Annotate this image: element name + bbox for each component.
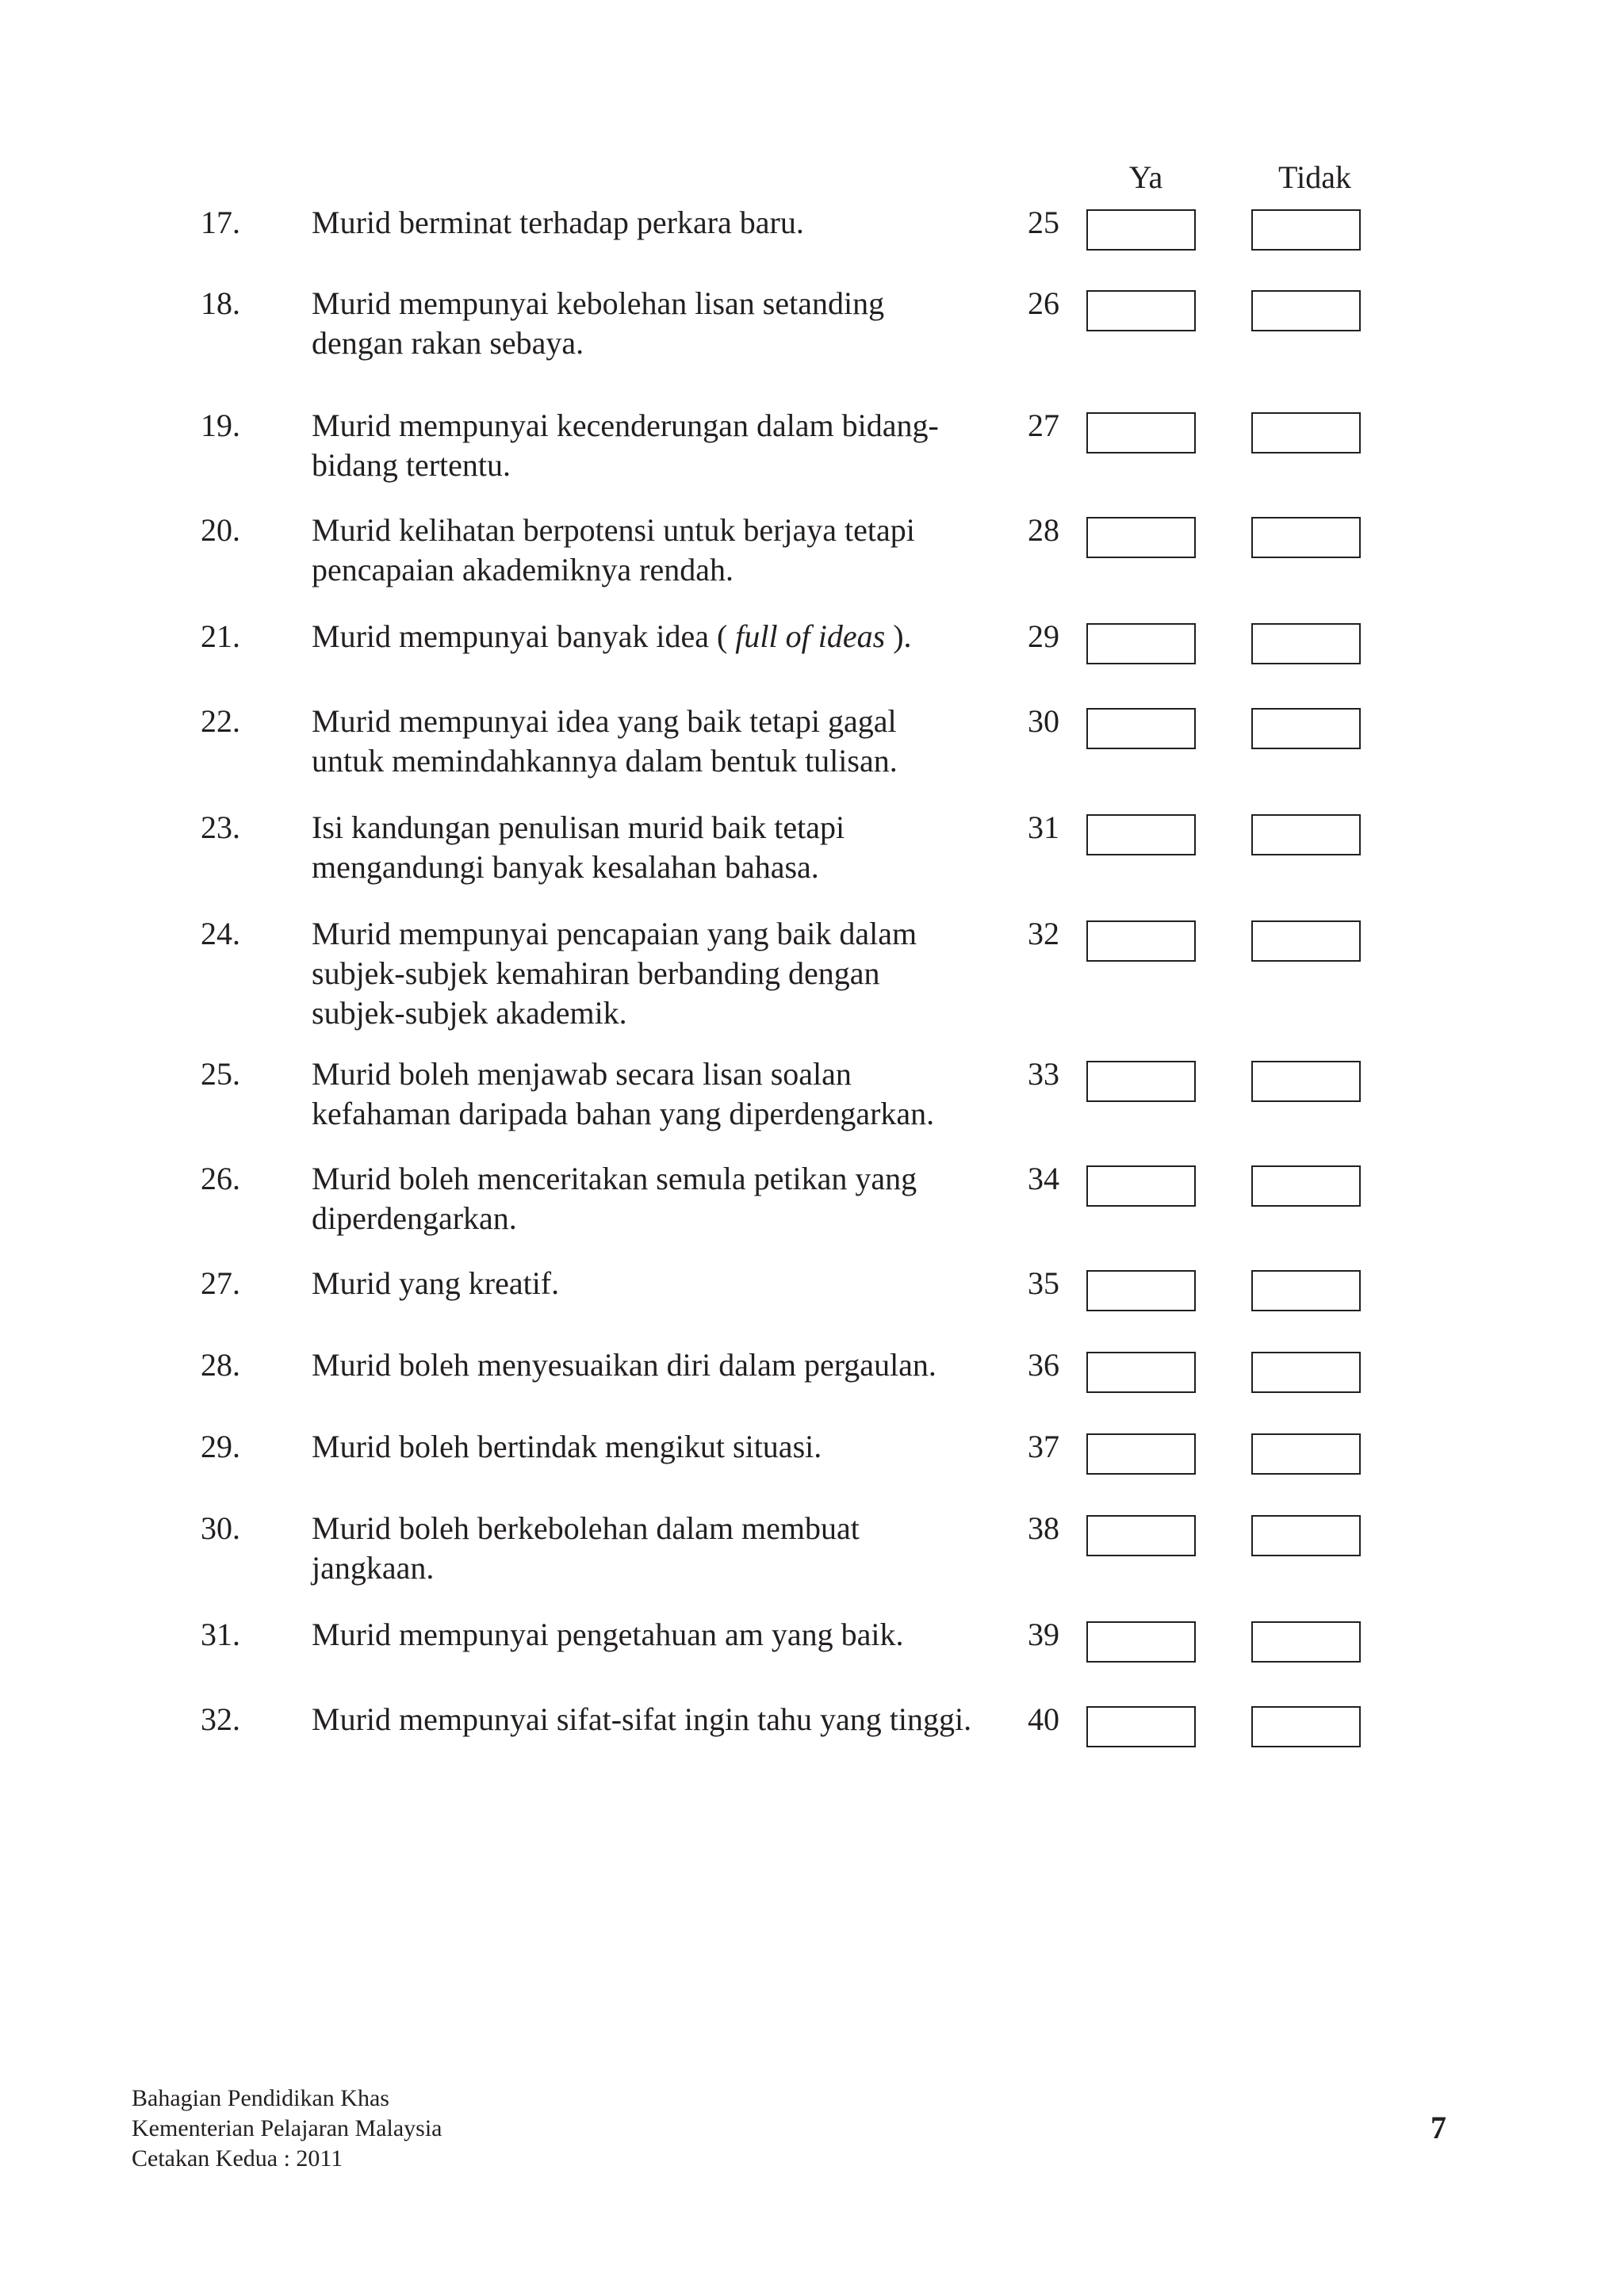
item-statement-tail: ). bbox=[885, 618, 912, 654]
item-statement bbox=[312, 1700, 1009, 1739]
answer-box-tidak[interactable] bbox=[1251, 623, 1361, 664]
item-code: 38 bbox=[1028, 1510, 1059, 1546]
item-code: 31 bbox=[1028, 809, 1059, 845]
item-statement-line: Murid boleh berkebolehan dalam membuat bbox=[312, 1510, 860, 1546]
item-statement-line: untuk memindahkannya dalam bentuk tulisan. bbox=[312, 743, 898, 779]
footer-line: Cetakan Kedua : 2011 bbox=[132, 2145, 343, 2172]
answer-box-ya[interactable] bbox=[1086, 1165, 1196, 1207]
item-number: 24. bbox=[201, 916, 240, 951]
item-number: 22. bbox=[201, 703, 240, 739]
item-statement-line: Murid mempunyai kecenderungan dalam bidang- bbox=[312, 408, 939, 443]
item-code: 37 bbox=[1028, 1429, 1059, 1464]
item-statement-line: Murid yang kreatif. bbox=[312, 1265, 560, 1301]
answer-box-ya[interactable] bbox=[1086, 1433, 1196, 1475]
answer-box-tidak[interactable] bbox=[1251, 1433, 1361, 1475]
item-number: 21. bbox=[201, 618, 240, 654]
item-code: 27 bbox=[1028, 408, 1059, 443]
item-statement-line: Murid kelihatan berpotensi untuk berjaya tetapi bbox=[312, 512, 915, 548]
item-code: 36 bbox=[1028, 1347, 1059, 1383]
answer-box-ya[interactable] bbox=[1086, 920, 1196, 962]
item-number: 32. bbox=[201, 1701, 240, 1737]
item-statement-line bbox=[312, 617, 1009, 656]
item-number: 28. bbox=[201, 1347, 240, 1383]
item-code: 29 bbox=[1028, 618, 1059, 654]
item-statement bbox=[312, 284, 1009, 363]
answer-box-tidak[interactable] bbox=[1251, 412, 1361, 453]
answer-box-tidak[interactable] bbox=[1251, 1515, 1361, 1556]
item-number: 30. bbox=[201, 1510, 240, 1546]
page-number: 7 bbox=[1431, 2110, 1446, 2145]
answer-box-ya[interactable] bbox=[1086, 1352, 1196, 1393]
item-statement-line: Murid mempunyai pengetahuan am yang baik. bbox=[312, 1617, 904, 1652]
answer-box-ya[interactable] bbox=[1086, 623, 1196, 664]
item-statement-line: mengandungi banyak kesalahan bahasa. bbox=[312, 849, 819, 885]
item-statement bbox=[312, 1054, 1009, 1134]
answer-box-ya[interactable] bbox=[1086, 290, 1196, 331]
item-statement bbox=[312, 1159, 1009, 1238]
item-statement-line: Murid boleh menyesuaikan diri dalam pergaulan. bbox=[312, 1347, 936, 1383]
answer-box-tidak[interactable] bbox=[1251, 209, 1361, 251]
answer-box-ya[interactable] bbox=[1086, 708, 1196, 749]
answer-box-tidak[interactable] bbox=[1251, 1270, 1361, 1311]
footer-line: Kementerian Pelajaran Malaysia bbox=[132, 2115, 442, 2141]
item-statement-line: Murid boleh bertindak mengikut situasi. bbox=[312, 1429, 822, 1464]
answer-box-tidak[interactable] bbox=[1251, 1061, 1361, 1102]
item-statement bbox=[312, 617, 1009, 656]
item-statement-line: Murid mempunyai idea yang baik tetapi gagal bbox=[312, 703, 897, 739]
answer-box-ya[interactable] bbox=[1086, 1061, 1196, 1102]
item-number: 31. bbox=[201, 1617, 240, 1652]
answer-box-tidak[interactable] bbox=[1251, 517, 1361, 558]
answer-box-tidak[interactable] bbox=[1251, 290, 1361, 331]
item-code: 34 bbox=[1028, 1161, 1059, 1196]
column-header-tidak: Tidak bbox=[1278, 159, 1351, 195]
item-statement-line: subjek-subjek kemahiran berbanding dengan bbox=[312, 955, 880, 991]
item-statement bbox=[312, 1615, 1009, 1655]
item-statement bbox=[312, 702, 1009, 781]
item-code: 33 bbox=[1028, 1056, 1059, 1092]
item-statement bbox=[312, 1427, 1009, 1467]
item-statement-line: kefahaman daripada bahan yang diperdengarkan. bbox=[312, 1096, 935, 1131]
footer-line: Bahagian Pendidikan Khas bbox=[132, 2085, 389, 2111]
answer-box-tidak[interactable] bbox=[1251, 1706, 1361, 1747]
answer-box-tidak[interactable] bbox=[1251, 1352, 1361, 1393]
item-statement-line: pencapaian akademiknya rendah. bbox=[312, 552, 733, 587]
item-statement-lead: Murid mempunyai banyak idea ( bbox=[312, 618, 736, 654]
answer-box-ya[interactable] bbox=[1086, 517, 1196, 558]
item-code: 28 bbox=[1028, 512, 1059, 548]
item-statement-line: Murid berminat terhadap perkara baru. bbox=[312, 205, 804, 240]
item-statement bbox=[312, 203, 1009, 243]
item-code: 40 bbox=[1028, 1701, 1059, 1737]
item-statement-line: Murid mempunyai sifat-sifat ingin tahu yang tinggi. bbox=[312, 1701, 972, 1737]
item-statement-line: jangkaan. bbox=[312, 1550, 435, 1586]
item-statement bbox=[312, 1509, 1009, 1588]
item-code: 35 bbox=[1028, 1265, 1059, 1301]
item-statement-line: Murid mempunyai pencapaian yang baik dalam bbox=[312, 916, 917, 951]
item-statement-line: Murid boleh menceritakan semula petikan yang bbox=[312, 1161, 917, 1196]
answer-box-tidak[interactable] bbox=[1251, 1621, 1361, 1663]
answer-box-tidak[interactable] bbox=[1251, 814, 1361, 855]
answer-box-ya[interactable] bbox=[1086, 1270, 1196, 1311]
item-statement bbox=[312, 914, 1009, 1033]
item-code: 26 bbox=[1028, 285, 1059, 321]
column-header-ya: Ya bbox=[1128, 159, 1163, 195]
item-number: 20. bbox=[201, 512, 240, 548]
item-number: 29. bbox=[201, 1429, 240, 1464]
item-statement-line: bidang tertentu. bbox=[312, 447, 511, 483]
answer-box-ya[interactable] bbox=[1086, 1621, 1196, 1663]
item-statement-line: subjek-subjek akademik. bbox=[312, 995, 627, 1031]
item-number: 23. bbox=[201, 809, 240, 845]
item-number: 26. bbox=[201, 1161, 240, 1196]
item-number: 17. bbox=[201, 205, 240, 240]
item-statement bbox=[312, 406, 1009, 485]
item-statement-line: Isi kandungan penulisan murid baik tetapi bbox=[312, 809, 845, 845]
answer-box-ya[interactable] bbox=[1086, 1706, 1196, 1747]
item-number: 18. bbox=[201, 285, 240, 321]
item-code: 30 bbox=[1028, 703, 1059, 739]
item-statement-italic: full of ideas bbox=[735, 618, 886, 654]
item-code: 25 bbox=[1028, 205, 1059, 240]
answer-box-ya[interactable] bbox=[1086, 814, 1196, 855]
item-statement-line: Murid boleh menjawab secara lisan soalan bbox=[312, 1056, 852, 1092]
item-statement bbox=[312, 511, 1009, 590]
item-code: 39 bbox=[1028, 1617, 1059, 1652]
answer-box-ya[interactable] bbox=[1086, 412, 1196, 453]
item-number: 27. bbox=[201, 1265, 240, 1301]
item-number: 19. bbox=[201, 408, 240, 443]
item-statement-line: diperdengarkan. bbox=[312, 1200, 517, 1236]
answer-box-ya[interactable] bbox=[1086, 209, 1196, 251]
item-statement bbox=[312, 808, 1009, 887]
answer-box-ya[interactable] bbox=[1086, 1515, 1196, 1556]
answer-box-tidak[interactable] bbox=[1251, 708, 1361, 749]
item-number: 25. bbox=[201, 1056, 240, 1092]
item-statement bbox=[312, 1264, 1009, 1303]
item-code: 32 bbox=[1028, 916, 1059, 951]
answer-box-tidak[interactable] bbox=[1251, 1165, 1361, 1207]
footer bbox=[132, 2084, 442, 2174]
item-statement-line: Murid mempunyai kebolehan lisan setanding bbox=[312, 285, 885, 321]
item-statement-line: dengan rakan sebaya. bbox=[312, 325, 584, 361]
item-statement bbox=[312, 1345, 1009, 1385]
answer-box-tidak[interactable] bbox=[1251, 920, 1361, 962]
